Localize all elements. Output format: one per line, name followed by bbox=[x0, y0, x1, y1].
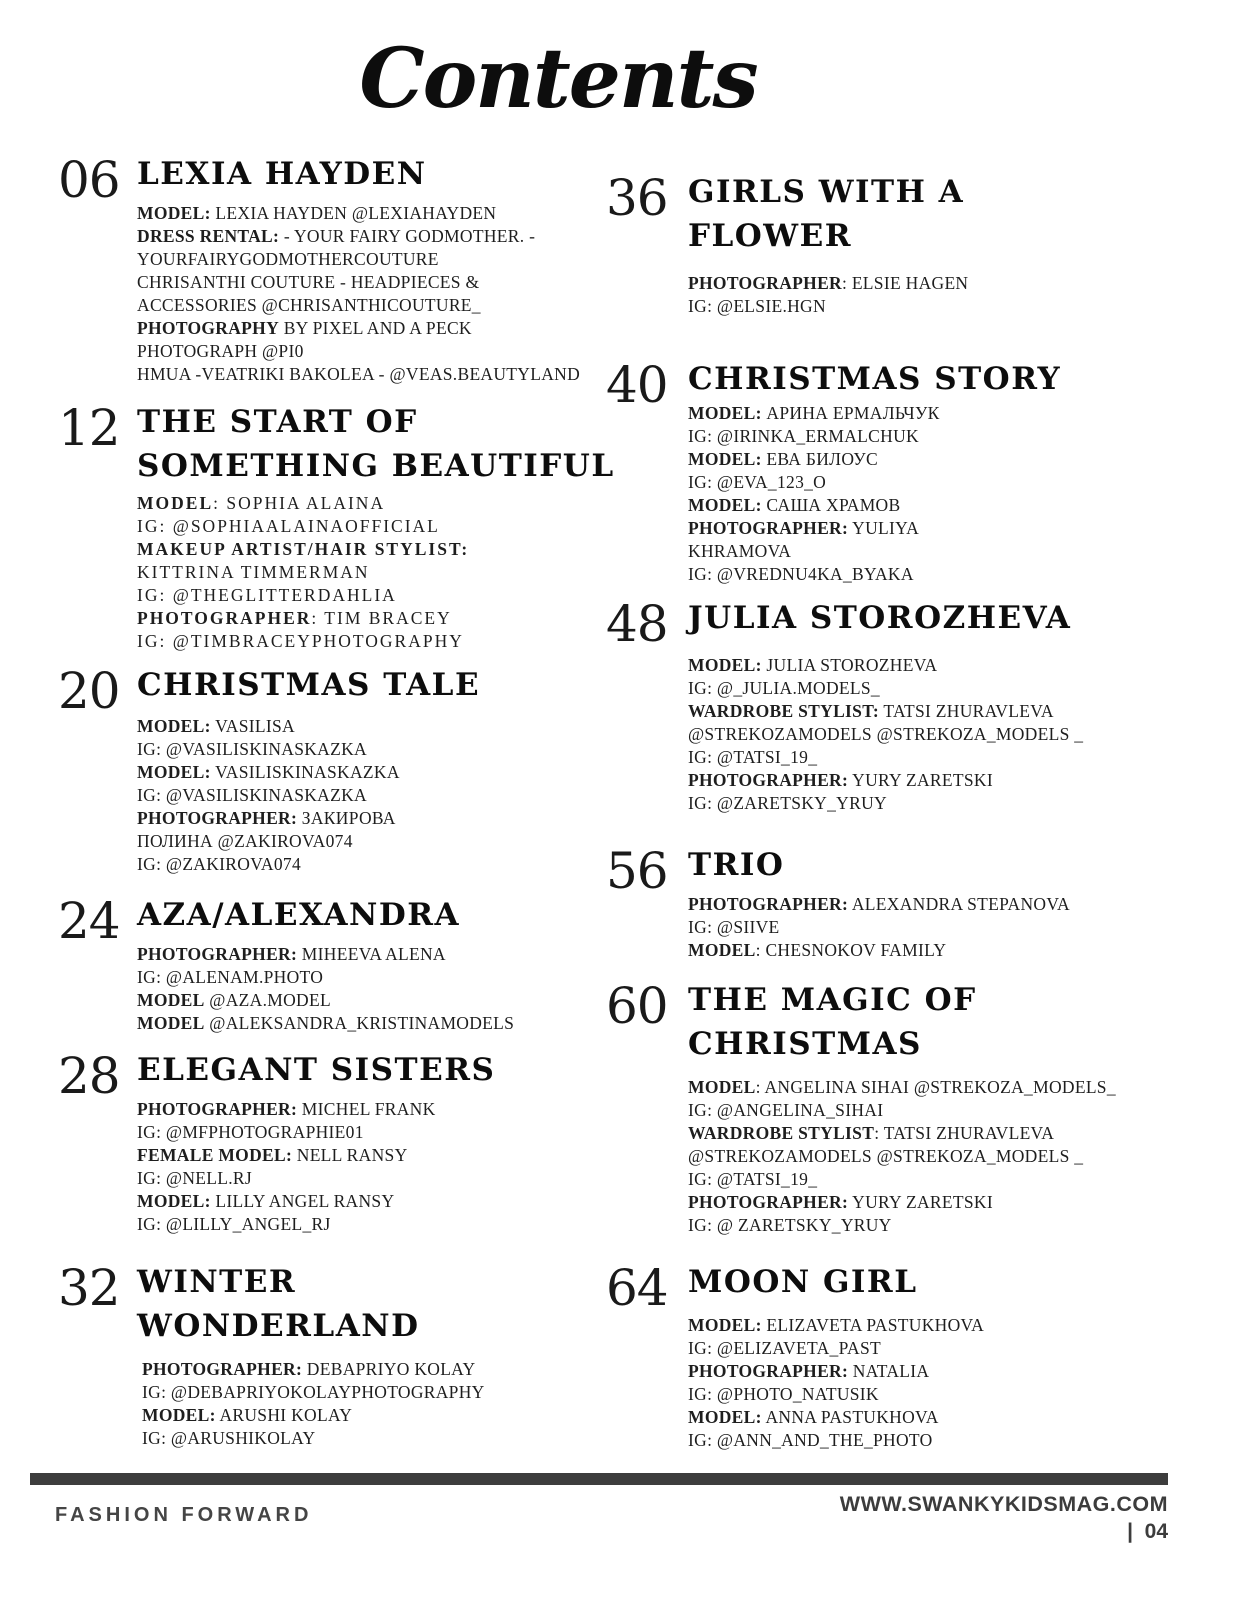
credit-label: MAKEUP ARTIST/HAIR STYLIST: bbox=[137, 539, 470, 559]
credit-label: PHOTOGRAPHER: bbox=[688, 894, 849, 914]
footer-divider-bar bbox=[30, 1473, 1168, 1485]
credit-line bbox=[688, 1099, 1116, 1122]
credit-text: YULIYA bbox=[848, 518, 920, 538]
credit-text: JULIA STOROZHEVA bbox=[761, 655, 938, 675]
credit-line bbox=[137, 966, 514, 989]
entry-credits bbox=[137, 715, 480, 876]
credit-line bbox=[137, 761, 480, 784]
credit-text: VASILISA bbox=[210, 716, 295, 736]
entry-content bbox=[137, 893, 514, 1035]
credit-text: ANNA PASTUKHOVA bbox=[761, 1407, 939, 1427]
credit-line bbox=[688, 916, 1070, 939]
credit-text: YURY ZARETSKI bbox=[848, 1192, 993, 1212]
toc-entry-56 bbox=[606, 843, 1070, 962]
credit-line bbox=[688, 402, 1061, 425]
credit-text: @STREKOZAMODELS @STREKOZA_MODELS _ bbox=[688, 1146, 1084, 1166]
credit-text: : TIM BRACEY bbox=[311, 608, 452, 628]
credit-text: KHRAMOVA bbox=[688, 541, 792, 561]
credit-text: IG: @ELSIE.HGN bbox=[688, 296, 826, 316]
credit-text: NELL RANSY bbox=[292, 1145, 408, 1165]
entry-title bbox=[137, 1260, 485, 1348]
footer-info bbox=[840, 1492, 1168, 1544]
credit-line bbox=[137, 738, 480, 761]
credit-text: IG: @VASILISKINASKAZKA bbox=[137, 739, 367, 759]
credit-line bbox=[137, 715, 480, 738]
entry-page-number: 64 bbox=[606, 1259, 668, 1317]
credit-line bbox=[137, 807, 480, 830]
toc-entry-20 bbox=[58, 663, 480, 876]
credit-line bbox=[688, 1145, 1116, 1168]
credit-label: PHOTOGRAPHER: bbox=[688, 1361, 849, 1381]
credit-text: IG: @EVA_123_O bbox=[688, 472, 827, 492]
entry-credits bbox=[688, 1314, 984, 1452]
credit-line bbox=[137, 630, 615, 653]
credit-label: MODEL bbox=[137, 990, 205, 1010]
toc-entry-06 bbox=[58, 152, 580, 386]
credit-line bbox=[137, 515, 615, 538]
credit-line bbox=[688, 448, 1061, 471]
credit-text: АРИНА ЕРМАЛЬЧУК bbox=[761, 403, 940, 423]
entry-content bbox=[688, 843, 1070, 962]
credit-label: MODEL: bbox=[142, 1405, 216, 1425]
credit-text: ALEXANDRA STEPANOVA bbox=[848, 894, 1070, 914]
credit-label: MODEL: bbox=[137, 716, 211, 736]
credit-label: PHOTOGRAPHER: bbox=[137, 944, 298, 964]
credit-label: WARDROBE STYLIST: bbox=[688, 701, 880, 721]
credit-text: : SOPHIA ALAINA bbox=[213, 493, 386, 513]
entry-content bbox=[137, 400, 615, 653]
credit-line bbox=[688, 471, 1061, 494]
entry-credits bbox=[688, 1076, 1116, 1237]
credit-text: IG: @ZAKIROVA074 bbox=[137, 854, 301, 874]
credit-text: YURY ZARETSKI bbox=[848, 770, 993, 790]
entry-title-line: THE MAGIC OF bbox=[688, 982, 977, 1018]
toc-entry-12 bbox=[58, 400, 615, 653]
credit-text: @AZA.MODEL bbox=[204, 990, 331, 1010]
footer-website: WWW.SWANKYKIDSMAG.COM bbox=[839, 1492, 1168, 1516]
credit-line bbox=[137, 989, 514, 1012]
credit-text: ACCESSORIES @CHRISANTHICOUTURE_ bbox=[137, 295, 481, 315]
credit-label: MODEL: bbox=[688, 1315, 762, 1335]
entry-content bbox=[688, 357, 1061, 586]
entry-content bbox=[137, 152, 580, 386]
entry-page-number: 60 bbox=[606, 977, 668, 1035]
credit-line bbox=[688, 769, 1083, 792]
entry-title bbox=[137, 152, 580, 196]
entry-credits bbox=[688, 893, 1070, 962]
credit-text: YOURFAIRYGODMOTHERCOUTURE bbox=[137, 249, 439, 269]
credit-line bbox=[137, 830, 480, 853]
credit-text: IG: @VREDNU4KA_BYAKA bbox=[688, 564, 914, 584]
credit-line bbox=[137, 607, 615, 630]
toc-entry-32 bbox=[58, 1260, 485, 1450]
entry-content bbox=[137, 663, 480, 876]
credit-text: IG: @ANN_AND_THE_PHOTO bbox=[688, 1430, 933, 1450]
credit-text: IG: @PHOTO_NATUSIK bbox=[688, 1384, 879, 1404]
credit-text: IG: @ALENAM.PHOTO bbox=[137, 967, 324, 987]
entry-title bbox=[137, 663, 480, 707]
credit-line bbox=[688, 893, 1070, 916]
entry-page-number: 06 bbox=[58, 151, 120, 209]
credit-label: PHOTOGRAPHER: bbox=[688, 518, 849, 538]
credit-label: PHOTOGRAPHER: bbox=[137, 808, 298, 828]
credit-text: : ELSIE HAGEN bbox=[841, 273, 969, 293]
credit-line bbox=[142, 1427, 485, 1450]
credit-label: PHOTOGRAPHER: bbox=[142, 1359, 303, 1379]
credit-text: PHOTOGRAPH @PI0 bbox=[137, 341, 304, 361]
entry-credits bbox=[137, 943, 514, 1035]
credit-text: САША ХРАМОВ bbox=[761, 495, 901, 515]
credit-label: MODEL: bbox=[137, 762, 211, 782]
credit-text: IG: @VASILISKINASKAZKA bbox=[137, 785, 367, 805]
toc-entry-36 bbox=[606, 170, 968, 318]
entry-page-number: 48 bbox=[606, 595, 668, 653]
credit-text: DEBAPRIYO KOLAY bbox=[302, 1359, 476, 1379]
credit-text: ARUSHI KOLAY bbox=[215, 1405, 353, 1425]
entry-title bbox=[137, 400, 615, 488]
credit-line bbox=[688, 1191, 1116, 1214]
entry-page-number: 40 bbox=[606, 356, 668, 414]
entry-page-number: 20 bbox=[58, 662, 120, 720]
credit-line bbox=[688, 425, 1061, 448]
credit-label: FEMALE MODEL: bbox=[137, 1145, 293, 1165]
entry-page-number: 56 bbox=[606, 842, 668, 900]
credit-label: MODEL: bbox=[137, 1191, 211, 1211]
credit-text: IG: @IRINKA_ERMALCHUK bbox=[688, 426, 919, 446]
credit-label: WARDROBE STYLIST bbox=[688, 1123, 875, 1143]
toc-entry-48 bbox=[606, 596, 1083, 815]
credit-text: VASILISKINASKAZKA bbox=[210, 762, 400, 782]
credit-line bbox=[137, 225, 580, 248]
credit-line bbox=[137, 943, 514, 966]
credit-text: IG: @THEGLITTERDAHLIA bbox=[137, 585, 397, 605]
entry-page-number: 28 bbox=[58, 1047, 120, 1105]
entry-title-line: CHRISTMAS bbox=[688, 1026, 922, 1062]
entry-title-line: ELEGANT SISTERS bbox=[137, 1052, 496, 1088]
entry-content bbox=[688, 978, 1116, 1237]
entry-title-line: JULIA STOROZHEVA bbox=[688, 600, 1072, 636]
credit-text: LEXIA HAYDEN @LEXIAHAYDEN bbox=[210, 203, 497, 223]
credit-label: MODEL bbox=[137, 1013, 205, 1033]
toc-entry-40 bbox=[606, 357, 1061, 586]
credit-line bbox=[137, 1190, 495, 1213]
credit-line bbox=[137, 340, 580, 363]
credit-text: CHRISANTHI COUTURE - HEADPIECES & bbox=[137, 272, 480, 292]
credit-label: DRESS RENTAL: bbox=[137, 226, 280, 246]
credit-text: IG: @TIMBRACEYPHOTOGRAPHY bbox=[137, 631, 464, 651]
credit-line bbox=[137, 317, 580, 340]
entry-credits bbox=[688, 402, 1061, 586]
entry-credits bbox=[137, 1358, 485, 1450]
credit-text: ПОЛИНА @ZAKIROVA074 bbox=[137, 831, 353, 851]
credit-text: IG: @ARUSHIKOLAY bbox=[142, 1428, 316, 1448]
credit-line bbox=[688, 1314, 984, 1337]
credit-line bbox=[137, 1012, 514, 1035]
entry-page-number: 12 bbox=[58, 399, 120, 457]
credit-text: KITTRINA TIMMERMAN bbox=[137, 562, 370, 582]
credit-text: HMUA -VEATRIKI BAKOLEA - @VEAS.BEAUTYLAND bbox=[137, 364, 581, 384]
entry-title bbox=[688, 843, 1070, 887]
credit-text: IG: @TATSI_19_ bbox=[688, 747, 818, 767]
credit-line bbox=[688, 494, 1061, 517]
toc-entry-24 bbox=[58, 893, 514, 1035]
credit-line bbox=[137, 538, 615, 561]
credit-line bbox=[137, 363, 580, 386]
credit-text: : ANGELINA SIHAI @STREKOZA_MODELS_ bbox=[755, 1077, 1116, 1097]
toc-entry-28 bbox=[58, 1048, 495, 1236]
credit-line bbox=[137, 561, 615, 584]
credit-text: ЕВА БИЛОУС bbox=[761, 449, 878, 469]
entry-title-line: CHRISTMAS TALE bbox=[137, 667, 481, 703]
credit-text: IG: @SOPHIAALAINAOFFICIAL bbox=[137, 516, 440, 536]
credit-text: NATALIA bbox=[848, 1361, 930, 1381]
credit-label: PHOTOGRAPHY bbox=[137, 318, 280, 338]
credit-text: IG: @NELL.RJ bbox=[137, 1168, 252, 1188]
credit-text: IG: @_JULIA.MODELS_ bbox=[688, 678, 880, 698]
entry-page-number: 32 bbox=[58, 1259, 120, 1317]
credit-line bbox=[688, 1168, 1116, 1191]
credit-line bbox=[688, 1429, 984, 1452]
entry-content bbox=[688, 596, 1083, 815]
credit-line bbox=[137, 1167, 495, 1190]
entry-title-line: WONDERLAND bbox=[137, 1308, 420, 1344]
credit-label: PHOTOGRAPHER bbox=[137, 608, 312, 628]
credit-line bbox=[142, 1358, 485, 1381]
credit-line bbox=[688, 939, 1070, 962]
entry-title-line: MOON GIRL bbox=[688, 1264, 918, 1300]
credit-text: IG: @ ZARETSKY_YRUY bbox=[688, 1215, 892, 1235]
credit-label: PHOTOGRAPHER: bbox=[137, 1099, 298, 1119]
credit-line bbox=[688, 677, 1083, 700]
credit-text: IG: @LILLY_ANGEL_RJ bbox=[137, 1214, 331, 1234]
entry-title bbox=[137, 1048, 495, 1092]
entry-content bbox=[688, 1260, 984, 1452]
entry-title-line: AZA/ALEXANDRA bbox=[137, 897, 461, 933]
credit-text: MIHEEVA ALENA bbox=[297, 944, 446, 964]
entry-title-line: WINTER bbox=[137, 1264, 297, 1300]
entry-title bbox=[688, 1260, 984, 1304]
entry-title-line: TRIO bbox=[688, 847, 785, 883]
credit-line bbox=[688, 746, 1083, 769]
credit-line bbox=[137, 202, 580, 225]
entry-page-number: 36 bbox=[606, 169, 668, 227]
credit-text: @ALEKSANDRA_KRISTINAMODELS bbox=[204, 1013, 515, 1033]
credit-text: IG: @SIIVE bbox=[688, 917, 780, 937]
credit-label: MODEL: bbox=[688, 403, 762, 423]
entry-title bbox=[688, 978, 1116, 1066]
toc-entry-64 bbox=[606, 1260, 984, 1452]
credit-line bbox=[688, 563, 1061, 586]
entry-credits bbox=[688, 654, 1083, 815]
credit-text: ЗАКИРОВА bbox=[297, 808, 396, 828]
toc-entry-60 bbox=[606, 978, 1116, 1237]
credit-label: PHOTOGRAPHER bbox=[688, 273, 842, 293]
credit-line bbox=[688, 517, 1061, 540]
credit-text: MICHEL FRANK bbox=[297, 1099, 436, 1119]
entry-title bbox=[688, 596, 1083, 640]
entry-title-line: CHRISTMAS STORY bbox=[688, 361, 1062, 397]
footer-page-number: | 04 bbox=[1127, 1520, 1168, 1543]
credit-text: - YOUR FAIRY GODMOTHER. - bbox=[279, 226, 536, 246]
entry-page-number: 24 bbox=[58, 892, 120, 950]
entry-title-line: THE START OF bbox=[137, 404, 418, 440]
entry-content bbox=[688, 170, 968, 318]
credit-line bbox=[688, 540, 1061, 563]
credit-line bbox=[688, 272, 968, 295]
credit-label: PHOTOGRAPHER: bbox=[688, 1192, 849, 1212]
credit-line bbox=[688, 1122, 1116, 1145]
entry-content bbox=[137, 1260, 485, 1450]
credit-line bbox=[688, 723, 1083, 746]
credit-line bbox=[137, 294, 580, 317]
credit-label: MODEL bbox=[688, 1077, 756, 1097]
credit-label: MODEL bbox=[688, 940, 756, 960]
credit-text: IG: @ELIZAVETA_PAST bbox=[688, 1338, 881, 1358]
credit-line bbox=[688, 1337, 984, 1360]
credit-text: : TATSI ZHURAVLEVA bbox=[874, 1123, 1055, 1143]
credit-line bbox=[688, 792, 1083, 815]
credit-line bbox=[142, 1381, 485, 1404]
credit-text: IG: @ZARETSKY_YRUY bbox=[688, 793, 887, 813]
credit-text: : CHESNOKOV FAMILY bbox=[755, 940, 947, 960]
entry-credits bbox=[137, 1098, 495, 1236]
entry-title-line: GIRLS WITH A bbox=[688, 174, 965, 210]
credit-label: MODEL: bbox=[688, 449, 762, 469]
credit-text: ELIZAVETA PASTUKHOVA bbox=[761, 1315, 985, 1335]
footer-tagline: FASHION FORWARD bbox=[55, 1504, 313, 1526]
credit-label: MODEL: bbox=[688, 1407, 762, 1427]
entry-content bbox=[137, 1048, 495, 1236]
credit-line bbox=[137, 784, 480, 807]
credit-text: @STREKOZAMODELS @STREKOZA_MODELS _ bbox=[688, 724, 1084, 744]
entry-credits bbox=[688, 272, 968, 318]
credit-line bbox=[137, 1144, 495, 1167]
credit-line bbox=[137, 584, 615, 607]
entry-title bbox=[137, 893, 514, 937]
entry-title bbox=[688, 170, 968, 258]
credit-text: TATSI ZHURAVLEVA bbox=[879, 701, 1054, 721]
credit-line bbox=[137, 1121, 495, 1144]
credit-line bbox=[137, 853, 480, 876]
credit-line bbox=[137, 1098, 495, 1121]
credit-line bbox=[137, 248, 580, 271]
credit-line bbox=[688, 1360, 984, 1383]
credit-text: IG: @TATSI_19_ bbox=[688, 1169, 818, 1189]
credit-text: LILLY ANGEL RANSY bbox=[210, 1191, 395, 1211]
credit-text: IG: @ANGELINA_SIHAI bbox=[688, 1100, 884, 1120]
credit-line bbox=[137, 271, 580, 294]
credit-line bbox=[688, 654, 1083, 677]
credit-line bbox=[137, 1213, 495, 1236]
page-title: Contents bbox=[359, 31, 757, 127]
credit-label: MODEL bbox=[137, 493, 214, 513]
entry-title bbox=[688, 357, 1061, 401]
credit-line bbox=[688, 700, 1083, 723]
credit-label: MODEL: bbox=[688, 655, 762, 675]
entry-credits bbox=[137, 492, 615, 653]
credit-line bbox=[142, 1404, 485, 1427]
credit-line bbox=[137, 492, 615, 515]
entry-title-line: SOMETHING BEAUTIFUL bbox=[137, 448, 615, 484]
entry-credits bbox=[137, 202, 580, 386]
credit-line bbox=[688, 295, 968, 318]
credit-line bbox=[688, 1076, 1116, 1099]
credit-line bbox=[688, 1214, 1116, 1237]
credit-label: MODEL: bbox=[137, 203, 211, 223]
credit-label: PHOTOGRAPHER: bbox=[688, 770, 849, 790]
credit-label: MODEL: bbox=[688, 495, 762, 515]
credit-text: IG: @MFPHOTOGRAPHIE01 bbox=[137, 1122, 364, 1142]
entry-title-line: FLOWER bbox=[688, 218, 853, 254]
credit-line bbox=[688, 1406, 984, 1429]
credit-line bbox=[688, 1383, 984, 1406]
entry-title-line: LEXIA HAYDEN bbox=[137, 156, 427, 192]
credit-text: IG: @DEBAPRIYOKOLAYPHOTOGRAPHY bbox=[142, 1382, 485, 1402]
credit-text: BY PIXEL AND A PECK bbox=[279, 318, 472, 338]
